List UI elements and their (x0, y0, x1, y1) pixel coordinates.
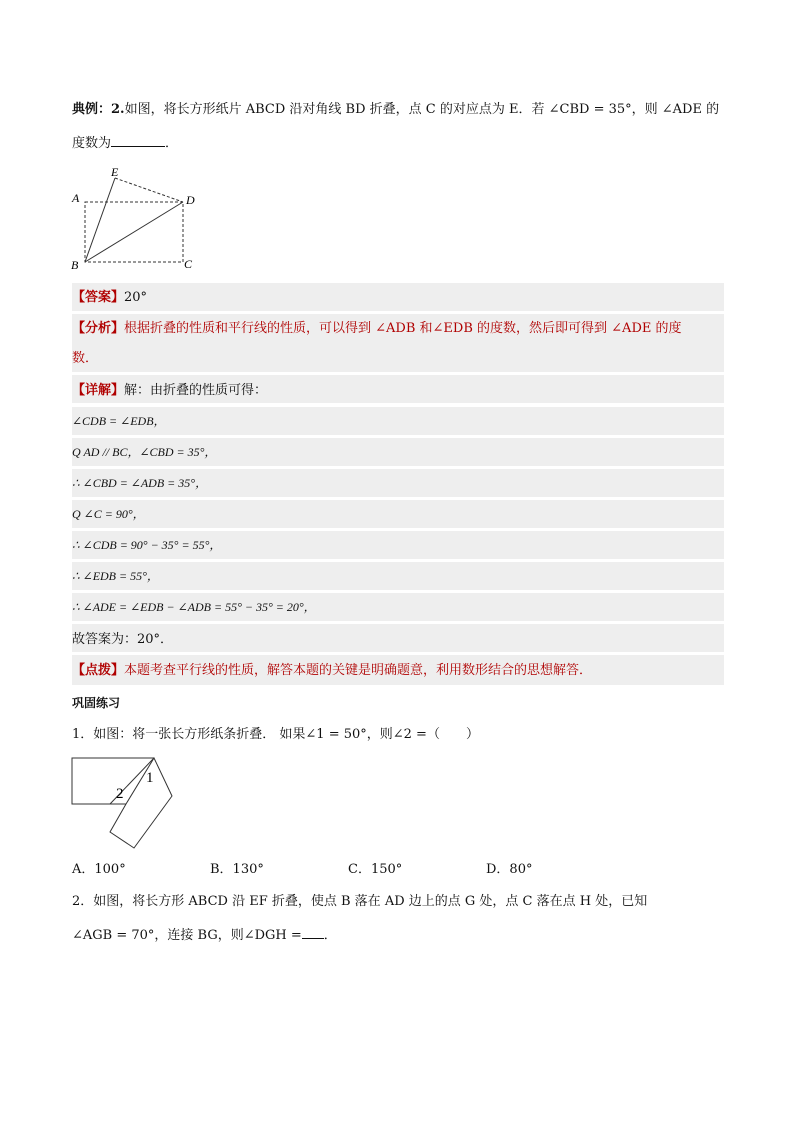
practice-question-2-line2 (72, 926, 337, 944)
angle-label-2: 2 (116, 786, 124, 802)
answer-blank (111, 134, 165, 147)
practice-heading: 巩固练习 (72, 696, 121, 710)
answer-row-bg (72, 283, 724, 311)
label-b: B (71, 258, 79, 272)
angle-label-1: 1 (146, 770, 154, 786)
step-6: ∴ ∠EDB = 55°， (72, 569, 159, 583)
step4-row-bg (72, 500, 724, 528)
detail-intro: 解：由折叠的性质可得： (124, 383, 268, 398)
example-text-line2: 度数为 (72, 136, 112, 151)
answer-value: 20° (124, 290, 148, 305)
answer-line (72, 290, 147, 306)
step-2: Q AD // BC，∠CBD = 35°， (72, 445, 217, 459)
analysis-label: 【分析】 (72, 321, 125, 336)
figure-folded-rectangle (68, 162, 208, 272)
example-prefix: 典例： (72, 102, 112, 117)
practice-question-1: 1．如图：将一张长方形纸条折叠． 如果∠1 = 50°，则∠2 =（ ） (72, 727, 479, 742)
diagonal-bd (85, 202, 183, 262)
example-number: 2. (111, 102, 125, 117)
label-a: A (72, 191, 80, 205)
step6-row-bg (72, 562, 724, 590)
answer-label: 【答案】 (72, 290, 125, 305)
step1-row-bg (72, 407, 724, 435)
step-7: ∴ ∠ADE = ∠EDB − ∠ADB = 55° − 35° = 20°， (72, 600, 316, 614)
option-c: C．150° (348, 862, 403, 877)
detail-line (72, 383, 267, 399)
example-problem-line2 (72, 134, 178, 152)
option-d: D．80° (486, 862, 533, 877)
segment-ed (115, 178, 183, 202)
q2-answer-blank (302, 926, 324, 939)
step-1: ∠CDB = ∠EDB， (72, 414, 166, 428)
tip-text: 本题考查平行线的性质，解答本题的关键是明确题意，利用数形结合的思想解答． (124, 663, 593, 678)
tip-label: 【点拨】 (72, 663, 125, 678)
tip-line (72, 663, 592, 679)
label-d: D (186, 193, 195, 207)
option-a: A．100° (72, 862, 126, 877)
step-4: Q ∠C = 90°， (72, 507, 145, 521)
option-b: B．130° (210, 862, 264, 877)
example-problem-line1 (72, 102, 719, 118)
strip-outline (72, 758, 154, 804)
analysis-text-line2: 数． (72, 351, 99, 366)
example-text-line1: 如图，将长方形纸片 ABCD 沿对角线 BD 折叠，点 C 的对应点为 E．若 ∠CBD = 35°，则 ∠ADE 的 (124, 102, 720, 117)
detail-label: 【详解】 (72, 383, 125, 398)
final-answer: 故答案为：20°． (72, 632, 174, 647)
label-c: C (184, 257, 193, 271)
segment-be (85, 178, 115, 262)
label-e: E (111, 165, 119, 179)
analysis-text-line1: 根据折叠的性质和平行线的性质，可以得到 ∠ADB 和∠EDB 的度数，然后即可得到 ∠ADE 的度 (124, 321, 682, 336)
q2-suffix: ． (323, 928, 337, 943)
analysis-line1 (72, 321, 682, 337)
step-3: ∴ ∠CBD = ∠ADB = 35°， (72, 476, 208, 490)
example-text-line2-suffix: ． (165, 136, 179, 151)
practice-question-2-line1: 2．如图，将长方形 ABCD 沿 EF 折叠，使点 B 落在 AD 边上的点 G 处，点 C 落在点 H 处，已知 (72, 894, 648, 909)
figure-folded-strip (70, 754, 210, 854)
q2-text: ∠AGB = 70°，连接 BG，则∠DGH = (72, 928, 302, 943)
step-5: ∴ ∠CDB = 90° − 35° = 55°， (72, 538, 222, 552)
